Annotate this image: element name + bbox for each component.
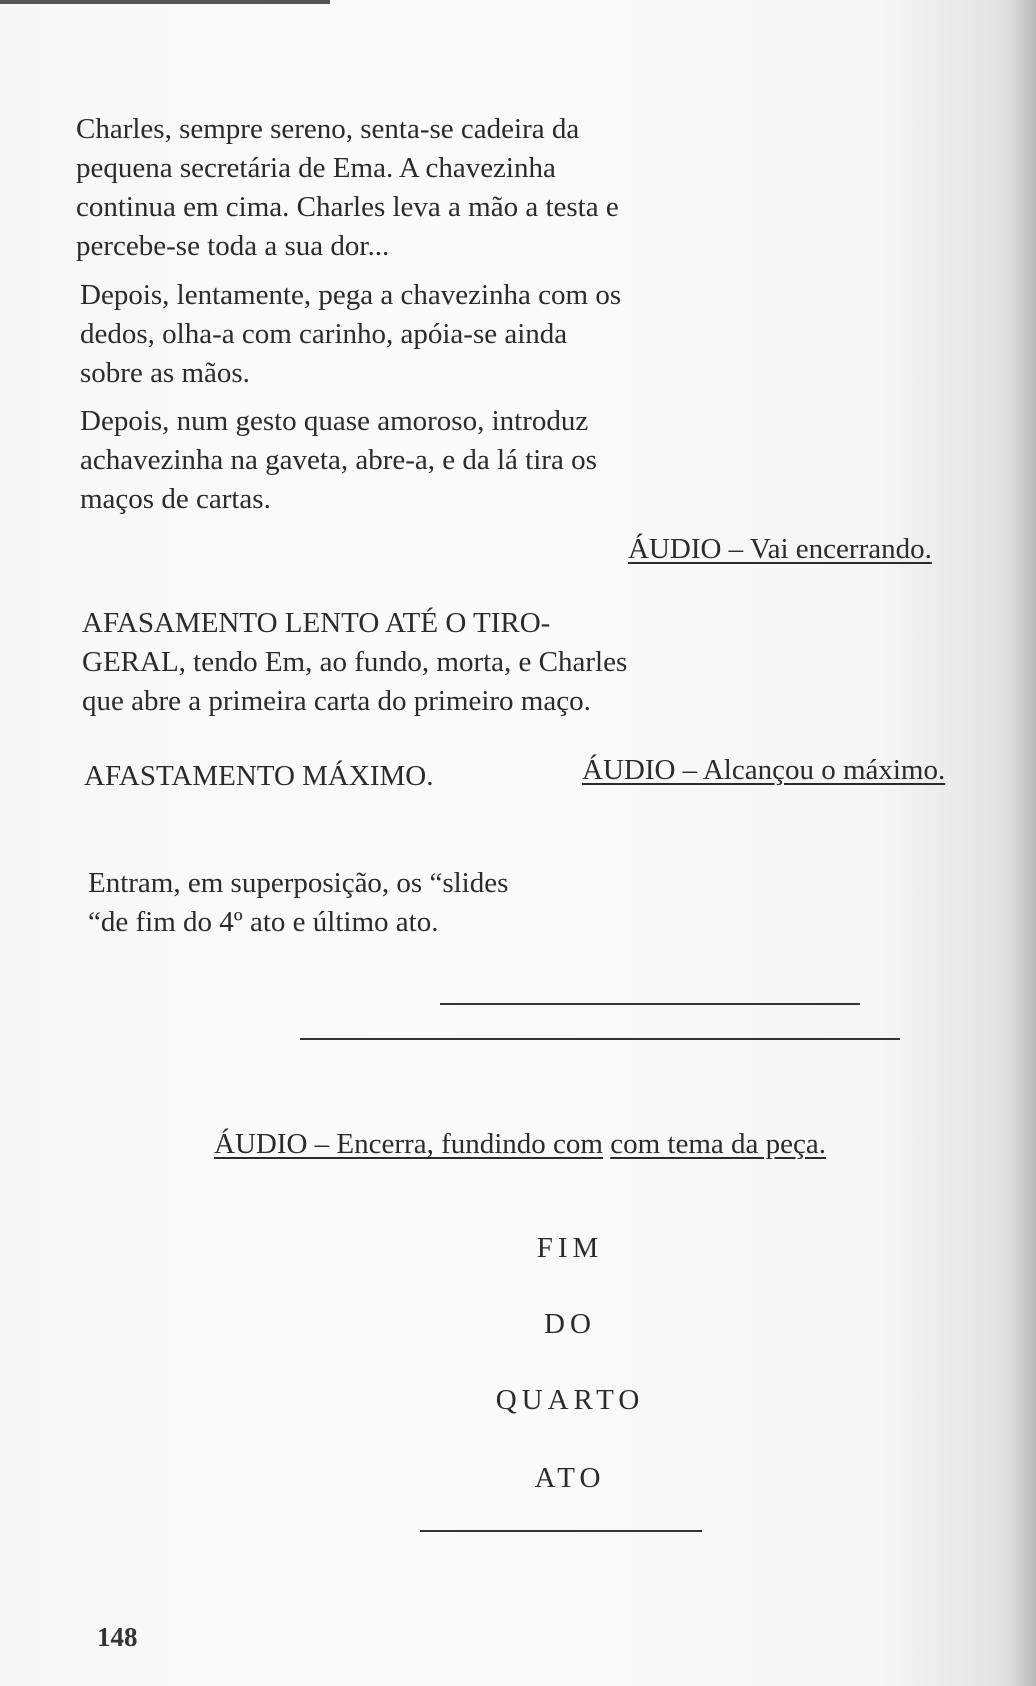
audio-cue-part: ÁUDIO – Encerra, fundindo com	[214, 1128, 603, 1160]
end-word-quarto: QUARTO	[495, 1384, 645, 1416]
page-number: 148	[97, 1622, 138, 1652]
text-line: Depois, lentamente, pega a chavezinha com os	[80, 279, 622, 311]
end-word-do: DO	[544, 1308, 596, 1340]
top-rule	[0, 0, 330, 4]
text-line: que abre a primeira carta do primeiro maço.	[82, 685, 591, 717]
paragraph-charles-sits	[76, 110, 619, 266]
text-line: Charles, sempre sereno, senta-se cadeira da	[76, 113, 580, 145]
text-line: continua em cima. Charles leva a mão a testa e	[76, 191, 619, 223]
paragraph-slides	[88, 864, 508, 942]
audio-cue-closing: ÁUDIO – Vai encerrando.	[628, 533, 932, 565]
audio-cue-fade-theme	[214, 1125, 826, 1164]
audio-cue-part: com tema da peça.	[610, 1128, 826, 1160]
paragraph-camera-pullback	[82, 604, 627, 721]
end-word-ato: ATO	[534, 1462, 606, 1494]
paragraph-takes-key	[80, 276, 621, 393]
closing-line	[420, 1530, 702, 1532]
text-line: percebe-se toda a sua dor...	[76, 230, 390, 262]
text-line: Depois, num gesto quase amoroso, introduz	[80, 405, 589, 437]
paragraph-opens-drawer	[80, 402, 597, 519]
text-line: “de fim do 4º ato e último ato.	[88, 906, 439, 938]
gutter-shadow	[1008, 0, 1036, 1686]
text-line: dedos, olha-a com carinho, apóia-se ainda	[80, 318, 568, 350]
separator-line	[440, 1003, 860, 1005]
text-line: maços de cartas.	[80, 483, 271, 515]
text-line: sobre as mãos.	[80, 357, 250, 389]
direction-max-pullback: AFASTAMENTO MÁXIMO.	[84, 760, 434, 792]
audio-cue-maximum: ÁUDIO – Alcançou o máximo.	[582, 754, 946, 786]
text-line: GERAL, tendo Em, ao fundo, morta, e Charles	[82, 646, 628, 678]
text-line: AFASAMENTO LENTO ATÉ O TIRO-	[82, 607, 551, 639]
end-word-fim: FIM	[536, 1232, 604, 1264]
separator-line	[300, 1038, 900, 1040]
text-line: pequena secretária de Ema. A chavezinha	[76, 152, 556, 184]
text-line: achavezinha na gaveta, abre-a, e da lá tira os	[80, 444, 597, 476]
text-line: Entram, em superposição, os “slides	[88, 867, 509, 899]
